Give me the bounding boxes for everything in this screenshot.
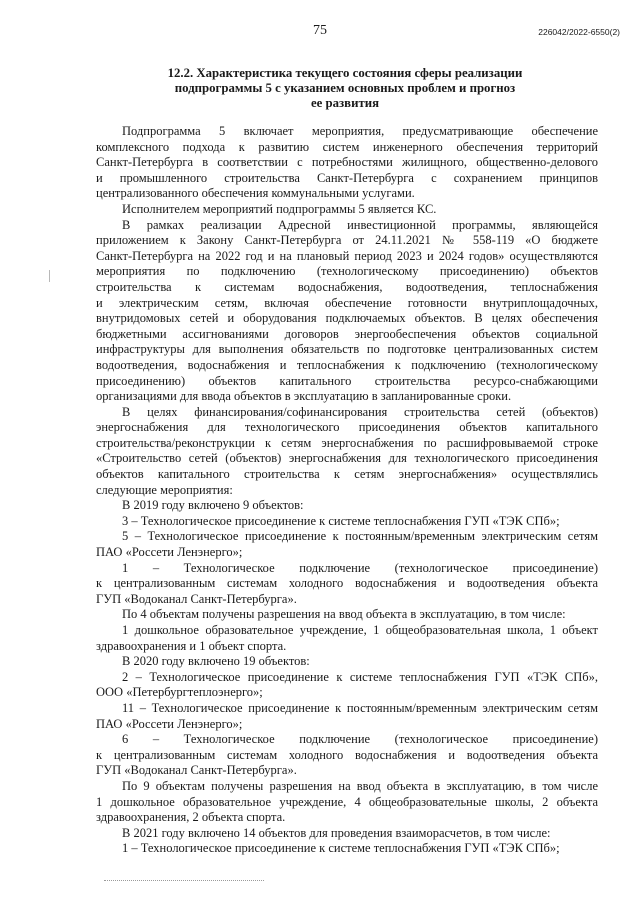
text-line: «Строительство сетей (объектов) энергоснабжения для технологического присоединения: [96, 451, 598, 466]
text-line: По 9 объектам получены разрешения на ввод объекта в эксплуатацию, в том числе: [122, 778, 598, 793]
text-line: ПАО «Россети Ленэнерго»;: [96, 716, 243, 731]
page-number: 75: [313, 23, 327, 38]
text-line: следующие мероприятия:: [96, 482, 233, 497]
text-line: мероприятия по подключению (технологическому присоединению) объектов: [96, 264, 598, 279]
text-line: инфраструктуры для выполнения обязательств по подготовке централизованных систем: [96, 342, 598, 357]
text-line: здравоохранения, 2 объекта спорта.: [96, 810, 286, 825]
text-line: комплексного подхода к развитию систем инженерного обеспечения территорий: [96, 139, 598, 154]
text-line: объектов капитального строительства к сетям энергоснабжения» осуществлялись: [96, 467, 598, 482]
text-line: 1 дошкольное образовательное учреждение, 4 общеобразовательные школы, 2 объекта: [96, 794, 598, 809]
text-line: и промышленного строительства Санкт-Петербурга с сохранением принципов: [96, 170, 598, 185]
text-line: присоединению) объектов капитального строительства ресурсо-снабжающими: [96, 373, 598, 388]
text-line: Подпрограмма 5 включает мероприятия, предусматривающие обеспечение: [122, 124, 598, 138]
text-line: ПАО «Россети Ленэнерго»;: [96, 545, 243, 560]
text-line: 1 – Технологическое присоединение к системе теплоснабжения ГУП «ТЭК СПб»;: [122, 841, 560, 856]
heading-line: 12.2. Характеристика текущего состояния сферы реализации: [167, 66, 523, 80]
document-body: [96, 124, 598, 857]
text-line: Санкт-Петербурга в соответствии с потребностями жилищного, общественно-делового: [96, 155, 598, 170]
text-line: водоотведения, водоснабжения и теплоснабжения к подключению (технологическому: [96, 357, 598, 372]
scan-mark: [49, 270, 50, 282]
text-line: В 2021 году включено 14 объектов для проведения взаиморасчетов, в том числе:: [122, 825, 551, 840]
text-line: приложением к Закону Санкт-Петербурга от 24.11.2021 № 558-119 «О бюджете: [96, 233, 598, 248]
text-line: централизованного обеспечения коммунальными услугами.: [96, 186, 415, 201]
text-line: к централизованным системам холодного водоснабжения и водоотведения объекта: [96, 747, 598, 762]
text-line: 5 – Технологическое присоединение к постоянным/временным электрическим сетям: [122, 529, 598, 544]
text-line: ГУП «Водоканал Санкт-Петербурга».: [96, 763, 297, 778]
section-heading: [140, 66, 550, 111]
text-line: По 4 объектам получены разрешения на ввод объекта в эксплуатацию, в том числе:: [122, 607, 566, 622]
heading-line: ее развития: [310, 96, 380, 110]
text-line: 2 – Технологическое присоединение к системе теплоснабжения ГУП «ТЭК СПб»,: [122, 669, 598, 684]
text-line: внутридомовых сетей и оборудования подключаемых объектов. В целях обеспечения: [96, 311, 598, 326]
text-line: ГУП «Водоканал Санкт-Петербурга».: [96, 591, 297, 606]
text-line: к централизованным системам холодного водоснабжения и водоотведения объекта: [96, 576, 598, 591]
text-line: 11 – Технологическое присоединение к постоянным/временным электрическим сетям: [122, 700, 598, 715]
text-line: здравоохранения и 1 объект спорта.: [96, 638, 287, 653]
text-line: 1 – Технологическое подключение (технологическое присоединение): [122, 560, 598, 575]
text-line: 3 – Технологическое присоединение к системе теплоснабжения ГУП «ТЭК СПб»;: [122, 513, 560, 528]
text-line: ООО «Петербургтеплоэнерго»;: [96, 685, 263, 700]
text-line: Санкт-Петербурга на 2022 год и на плановый период 2023 и 2024 годов» осуществляются: [96, 248, 598, 263]
text-line: 6 – Технологическое подключение (технологическое присоединение): [122, 732, 598, 747]
footer-rule: [104, 880, 264, 882]
text-line: Исполнителем мероприятий подпрограммы 5 является КС.: [122, 201, 437, 216]
text-line: энергоснабжения для технологического присоединения объектов капитального: [96, 420, 598, 435]
heading-line: подпрограммы 5 с указанием основных проблем и прогноз: [174, 81, 516, 95]
text-line: организациями для ввода объектов в эксплуатацию в запланированные сроки.: [96, 389, 512, 404]
text-line: строительства к системам водоснабжения, водоотведения, теплоснабжения: [96, 279, 598, 294]
document-code: 226042/2022-6550(2): [538, 27, 620, 37]
text-line: В рамках реализации Адресной инвестиционной программы, являющейся: [122, 217, 598, 232]
text-line: и электрическим сетям, включая обеспечение готовности внутриплощадочных,: [96, 295, 598, 310]
text-line: строительства/реконструкции к сетям энергоснабжения по расшифровываемой строке: [96, 435, 598, 450]
text-line: В 2019 году включено 9 объектов:: [122, 498, 304, 513]
text-line: В 2020 году включено 19 объектов:: [122, 654, 310, 669]
text-line: 1 дошкольное образовательное учреждение, 1 общеобразовательная школа, 1 объект: [122, 623, 598, 637]
text-line: бюджетными ассигнованиями договоров энергообеспечения объектов социальной: [96, 326, 598, 341]
text-line: В целях финансирования/софинансирования строительства сетей (объектов): [122, 404, 598, 419]
